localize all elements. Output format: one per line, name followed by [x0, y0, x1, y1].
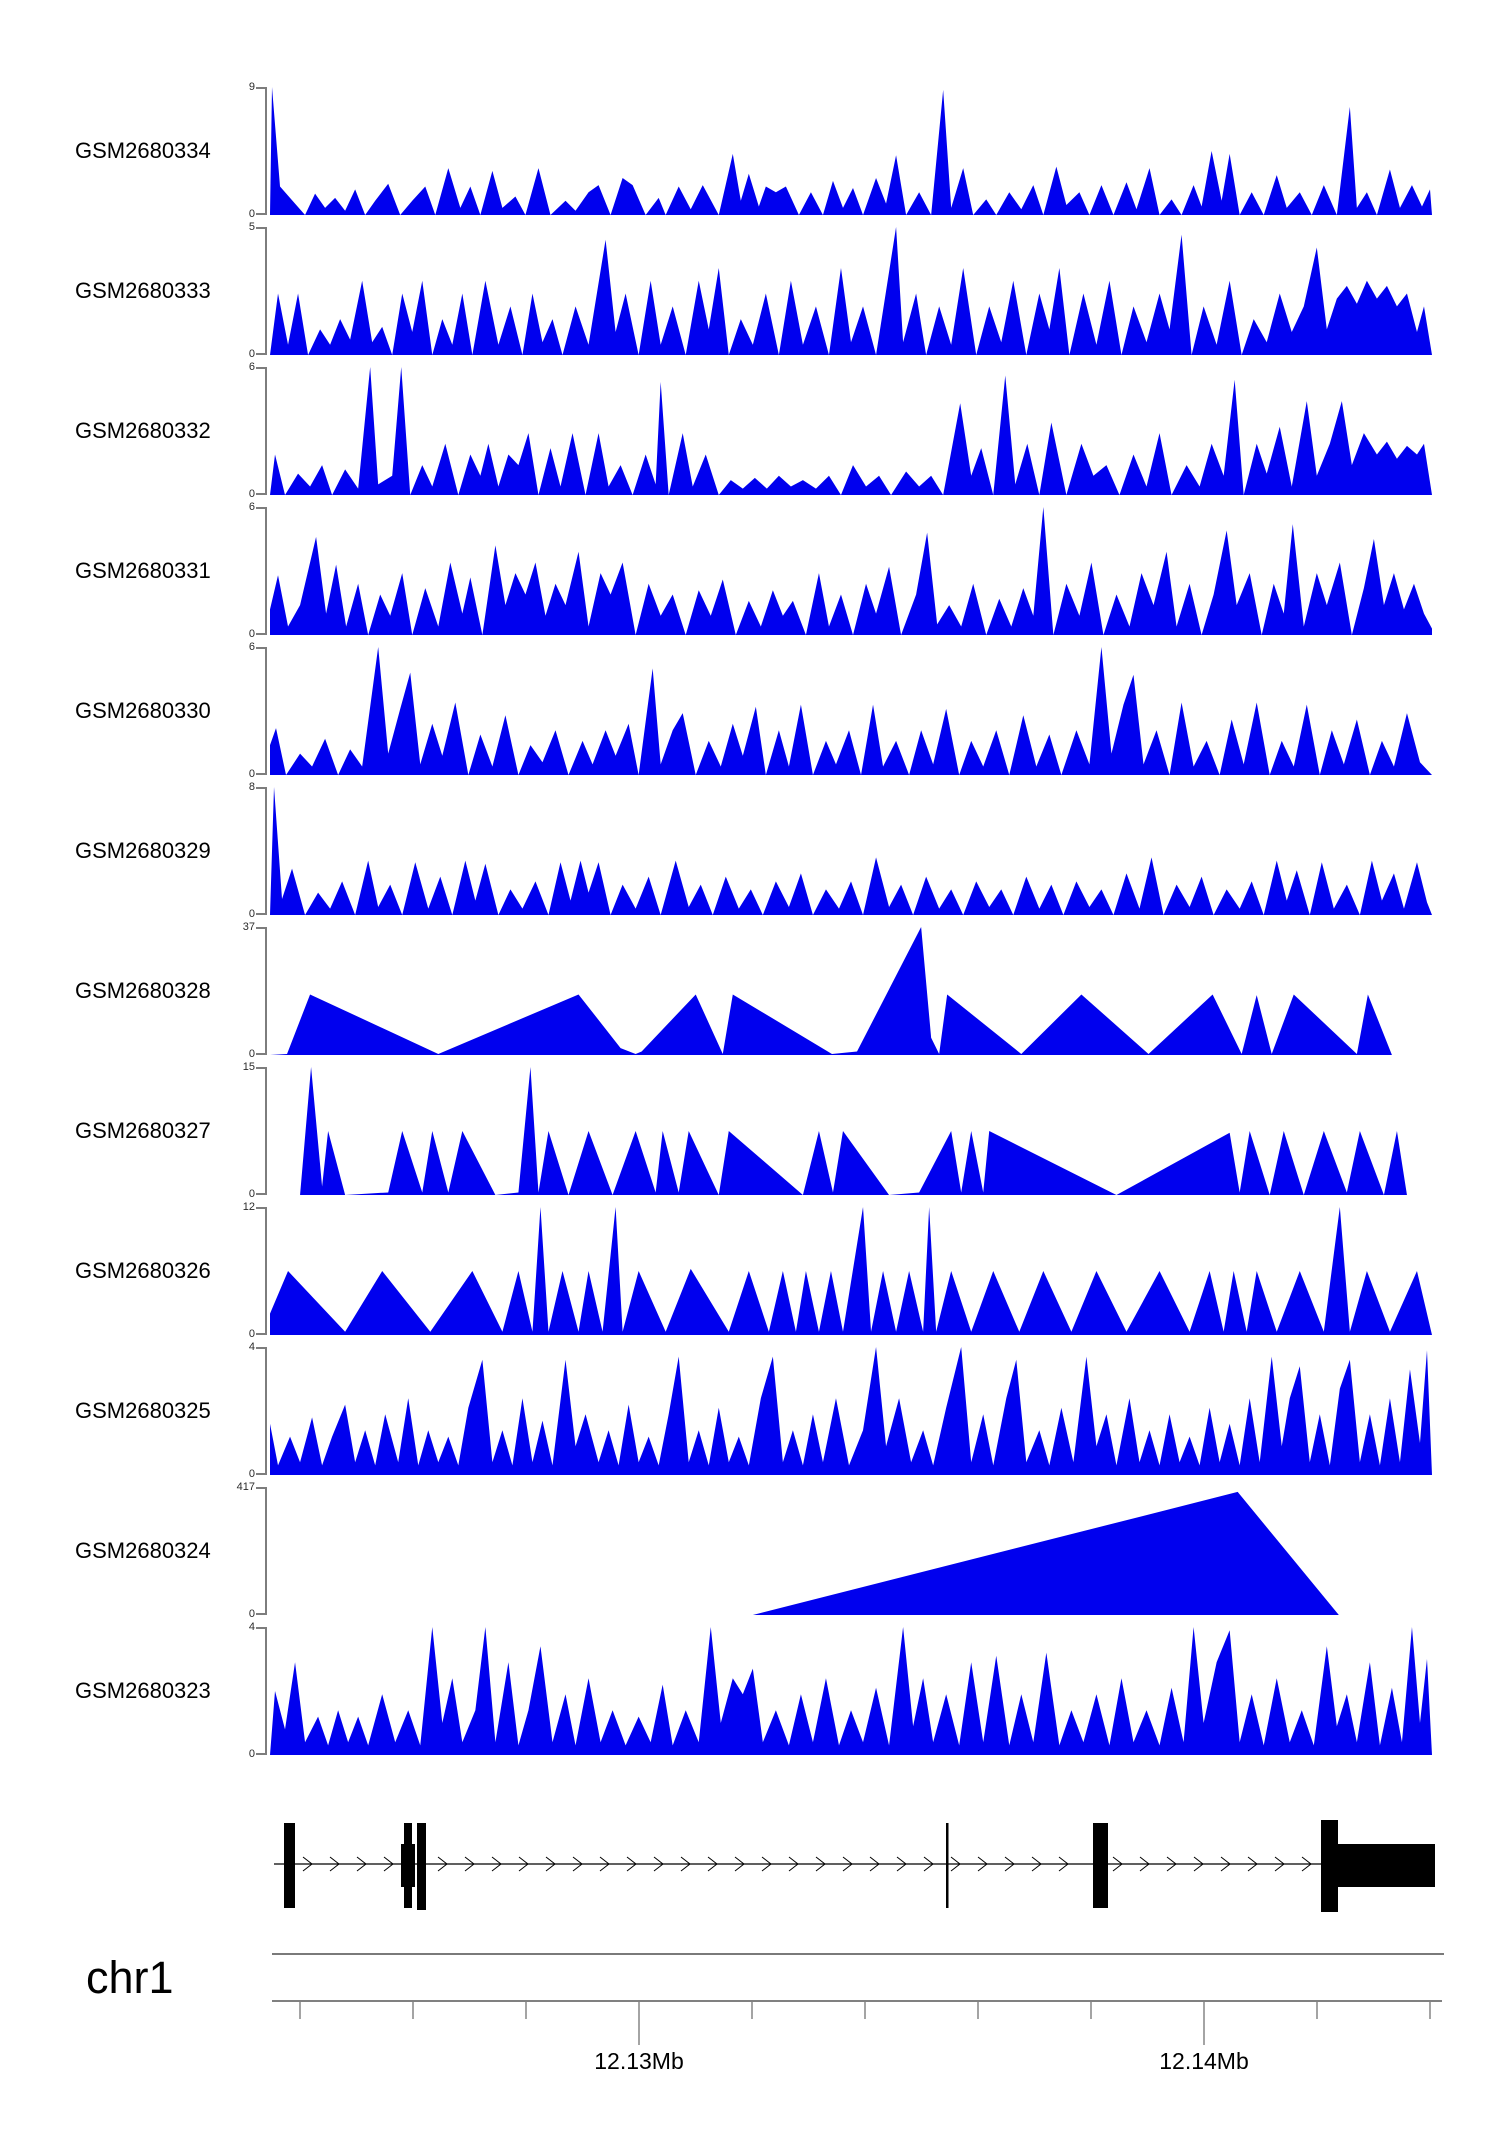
coverage-area: [270, 507, 1432, 635]
y-axis-min-label: 0: [248, 1608, 255, 1620]
coverage-waveform: [270, 647, 1432, 775]
track-label: GSM2680331: [75, 558, 211, 583]
track-label: GSM2680332: [75, 418, 211, 443]
y-axis-line: [265, 1627, 267, 1755]
y-axis-min-label: 0: [248, 208, 255, 220]
y-axis-line: [265, 1207, 267, 1335]
y-axis-line: [265, 367, 267, 495]
chromosome-label: chr1: [86, 1952, 174, 2003]
coverage-area: [270, 367, 1432, 495]
coverage-track-gsm2680332: [0, 361, 1500, 500]
coverage-track-gsm2680331: [0, 501, 1500, 640]
track-label: GSM2680324: [75, 1538, 211, 1563]
coverage-track-gsm2680326: [0, 1201, 1500, 1340]
y-axis-line: [265, 647, 267, 775]
y-axis-max-label: 5: [248, 221, 255, 233]
y-axis-line: [265, 87, 267, 215]
coverage-waveform: [270, 1347, 1432, 1475]
y-axis-bottom-tick: [256, 1333, 267, 1335]
coverage-track-gsm2680334: [0, 81, 1500, 220]
y-axis-top-tick: [256, 367, 267, 369]
y-axis-max-label: 12: [242, 1201, 255, 1213]
track-label: GSM2680333: [75, 278, 211, 303]
y-axis-min-label: 0: [248, 1048, 255, 1060]
y-axis-bottom-tick: [256, 633, 267, 635]
coverage-area: [270, 1627, 1432, 1755]
coverage-track-gsm2680324: [0, 1481, 1500, 1620]
coverage-area: [270, 1067, 1432, 1195]
y-axis-min-label: 0: [248, 488, 255, 500]
track-label: GSM2680327: [75, 1118, 211, 1143]
y-axis-bottom-tick: [256, 1053, 267, 1055]
coverage-area: [270, 87, 1432, 215]
y-axis-max-label: 417: [236, 1481, 255, 1493]
coverage-waveform: [270, 87, 1432, 215]
track-label: GSM2680325: [75, 1398, 211, 1423]
coverage-waveform: [270, 1207, 1432, 1335]
y-axis-top-tick: [256, 1067, 267, 1069]
y-axis-max-label: 6: [248, 361, 255, 373]
y-axis-bottom-tick: [256, 213, 267, 215]
y-axis-bottom-tick: [256, 913, 267, 915]
coverage-area: [270, 787, 1432, 915]
y-axis-max-label: 37: [242, 921, 255, 933]
y-axis-min-label: 0: [248, 1468, 255, 1480]
coverage-area: [270, 647, 1432, 775]
y-axis-max-label: 4: [248, 1341, 255, 1353]
gene-model-track: [272, 1818, 1442, 1918]
y-axis-min-label: 0: [248, 908, 255, 920]
coverage-waveform: [270, 927, 1432, 1055]
coverage-waveform: [270, 1627, 1432, 1755]
y-axis-line: [265, 1067, 267, 1195]
track-label: GSM2680326: [75, 1258, 211, 1283]
y-axis-top-tick: [256, 1627, 267, 1629]
coverage-area: [270, 1347, 1432, 1475]
coverage-track-gsm2680330: [0, 641, 1500, 780]
coverage-track-gsm2680329: [0, 781, 1500, 920]
exon-block: [417, 1823, 426, 1910]
coverage-waveform: [270, 227, 1432, 355]
coverage-track-gsm2680328: [0, 921, 1500, 1060]
exon-block: [1338, 1844, 1435, 1887]
track-label: GSM2680334: [75, 138, 211, 163]
coverage-track-gsm2680325: [0, 1341, 1500, 1480]
coverage-area: [270, 1207, 1432, 1335]
ruler-major-label: 12.14Mb: [1159, 2048, 1249, 2074]
coverage-waveform: [270, 1487, 1432, 1615]
coverage-waveform: [270, 367, 1432, 495]
y-axis-top-tick: [256, 647, 267, 649]
coverage-track-gsm2680333: [0, 221, 1500, 360]
track-label: GSM2680323: [75, 1678, 211, 1703]
chromosome-line: [272, 1953, 1444, 1955]
y-axis-top-tick: [256, 787, 267, 789]
exon-block: [284, 1823, 295, 1908]
exon-block: [1321, 1820, 1338, 1912]
y-axis-top-tick: [256, 927, 267, 929]
exon-block: [946, 1823, 949, 1908]
y-axis-line: [265, 507, 267, 635]
coverage-track-gsm2680327: [0, 1061, 1500, 1200]
y-axis-line: [265, 1347, 267, 1475]
y-axis-bottom-tick: [256, 353, 267, 355]
y-axis-min-label: 0: [248, 1748, 255, 1760]
coverage-area: [270, 1492, 1432, 1615]
genome-ruler: [272, 2000, 1444, 2050]
coverage-waveform: [270, 1067, 1432, 1195]
exon-block: [401, 1844, 415, 1887]
track-label: GSM2680328: [75, 978, 211, 1003]
y-axis-max-label: 15: [242, 1061, 255, 1073]
y-axis-bottom-tick: [256, 1613, 267, 1615]
y-axis-bottom-tick: [256, 1753, 267, 1755]
y-axis-min-label: 0: [248, 1328, 255, 1340]
coverage-waveform: [270, 507, 1432, 635]
y-axis-max-label: 6: [248, 641, 255, 653]
y-axis-bottom-tick: [256, 1193, 267, 1195]
y-axis-top-tick: [256, 87, 267, 89]
y-axis-line: [265, 927, 267, 1055]
y-axis-line: [265, 1487, 267, 1615]
coverage-waveform: [270, 787, 1432, 915]
coverage-area: [270, 227, 1432, 355]
y-axis-line: [265, 227, 267, 355]
exon-block: [1093, 1823, 1108, 1908]
y-axis-top-tick: [256, 1347, 267, 1349]
y-axis-bottom-tick: [256, 493, 267, 495]
ruler-major-label: 12.13Mb: [594, 2048, 684, 2074]
y-axis-top-tick: [256, 1207, 267, 1209]
y-axis-max-label: 9: [248, 81, 255, 93]
y-axis-min-label: 0: [248, 1188, 255, 1200]
y-axis-max-label: 8: [248, 781, 255, 793]
y-axis-line: [265, 787, 267, 915]
y-axis-max-label: 6: [248, 501, 255, 513]
y-axis-max-label: 4: [248, 1621, 255, 1633]
y-axis-min-label: 0: [248, 348, 255, 360]
y-axis-top-tick: [256, 227, 267, 229]
y-axis-min-label: 0: [248, 628, 255, 640]
y-axis-min-label: 0: [248, 768, 255, 780]
track-label: GSM2680329: [75, 838, 211, 863]
track-label: GSM2680330: [75, 698, 211, 723]
coverage-area: [270, 927, 1432, 1055]
coverage-track-gsm2680323: [0, 1621, 1500, 1760]
y-axis-bottom-tick: [256, 1473, 267, 1475]
y-axis-top-tick: [256, 507, 267, 509]
y-axis-bottom-tick: [256, 773, 267, 775]
y-axis-top-tick: [256, 1487, 267, 1489]
